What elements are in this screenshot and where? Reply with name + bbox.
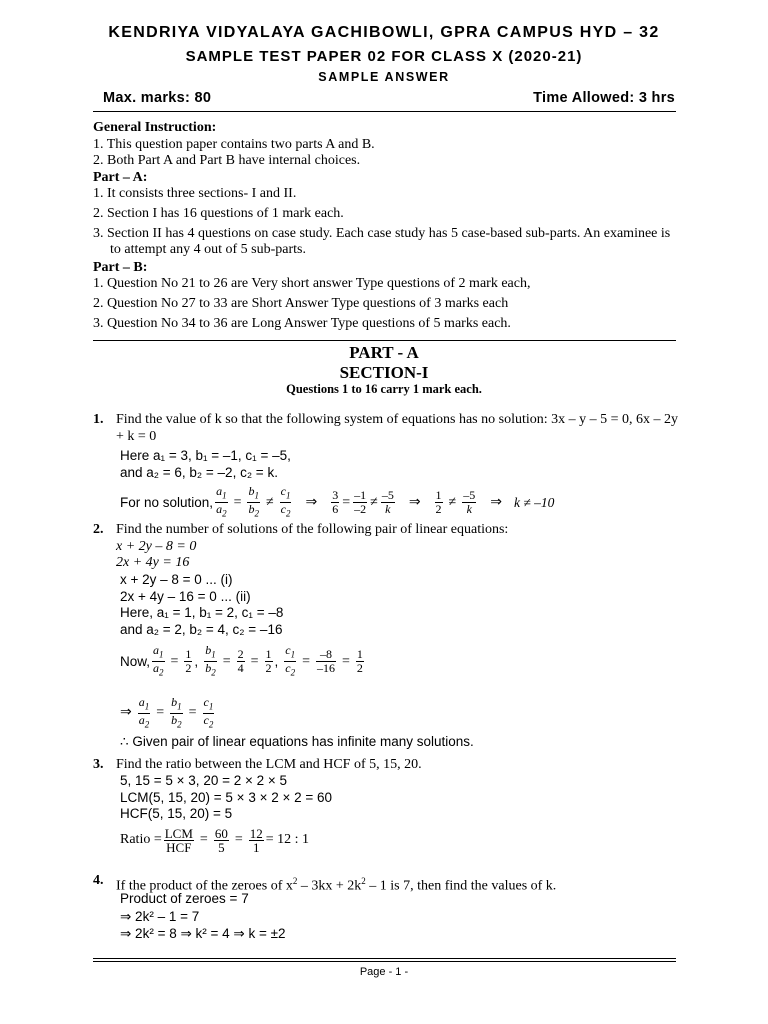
school-title: KENDRIYA VIDYALAYA GACHIBOWLI, GPRA CAMPUS HYD – 32	[108, 24, 660, 41]
answer-equation: For no solution, $\frac{a_1}{a_2}$ = $\frac{b_1}{b_2}$ ≠ $\frac{c_1}{c_2}$ ⇒ $\frac{3}{6}$ = $\frac{-1}{-2}$ ≠ $\frac{-5}{k}$ ⇒ $\frac{1}{2}$ ≠ $\frac{-5}{k}$ ⇒ k ≠ –10	[120, 484, 555, 519]
question-number: 2.	[93, 522, 104, 537]
answer-result: = 12 : 1	[265, 831, 310, 847]
answer-equation: Ratio = $\frac{\text{LCM}}{\text{HCF}}$ = $\frac{60}{5}$ = $\frac{12}{1}$ = 12 : 1	[120, 825, 310, 855]
question-text: Find the ratio between the LCM and HCF of 5, 15, 20.	[116, 757, 422, 772]
instructions-divider	[93, 340, 676, 341]
general-instructions	[93, 120, 683, 332]
fraction-1-2: $\frac{1}{2}$	[435, 488, 442, 517]
question-1	[93, 412, 683, 445]
question-text-part: – 3kx + 2k	[297, 878, 362, 894]
fraction-1-2: $\frac{1}{2}$	[356, 647, 363, 676]
part-a-heading: Part – A:	[93, 169, 148, 185]
page-number: Page - 1 -	[359, 966, 409, 978]
instruction-item: 3. Question No 34 to 36 are Long Answer Type questions of 5 marks each.	[93, 315, 511, 331]
fraction-a1-a2: $\frac{a_1}{a_2}$	[153, 643, 164, 678]
question-number: 4.	[93, 873, 104, 888]
answer-equation: ⇒ $\frac{a_1}{a_2}$ = $\frac{b_1}{b_2}$ = $\frac{c_1}{c_2}$	[120, 694, 214, 730]
footer-divider	[93, 958, 676, 959]
answer-line: ⇒ 2k² = 8 ⇒ k² = 4 ⇒ k = ±2	[120, 926, 286, 941]
superscript: 2	[361, 876, 366, 886]
fraction-12-1: $\frac{12}{1}$	[249, 825, 263, 855]
fraction-b1-b2: $\frac{b_1}{b_2}$	[205, 643, 216, 678]
answer-line: Here, a₁ = 1, b₁ = 2, c₁ = –8	[120, 605, 284, 620]
section-heading	[0, 343, 768, 383]
time-allowed: Time Allowed: 3 hrs	[533, 90, 675, 106]
equation-2: 2x + 4y = 16	[116, 555, 190, 570]
answer-equation: Now, $\frac{a_1}{a_2}$ = $\frac{1}{2}$ , $\frac{b_1}{b_2}$ = $\frac{2}{4}$ = $\frac{1}{2}$ , $\frac{c_1}{c_2}$ = $\frac{-8}{-16}$ = $\frac{1}{2}$	[120, 643, 363, 678]
fraction-c1-c2: $\frac{c_1}{c_2}$	[285, 643, 296, 678]
fraction-minus1-minus2: $\frac{-1}{-2}$	[354, 488, 367, 517]
instruction-item: 3. Section II has 4 questions on case study. Each case study has 5 case-based sub-parts. An examinee is to attempt any 4 out of 5 sub-parts.	[93, 225, 671, 258]
fraction-2-4: $\frac{2}{4}$	[237, 647, 244, 676]
answer-label: For no solution,	[120, 494, 214, 510]
fraction-1-2: $\frac{1}{2}$	[265, 647, 272, 676]
max-marks: Max. marks: 80	[103, 90, 212, 106]
part-title: PART - A	[349, 343, 419, 362]
answer-label: Now,	[120, 653, 151, 669]
fraction-a1-a2: $\frac{a_1}{a_2}$	[138, 694, 150, 730]
answer-line: HCF(5, 15, 20) = 5	[120, 806, 233, 821]
answer-line: 5, 15 = 5 × 3, 20 = 2 × 2 × 5	[120, 773, 288, 788]
answer-line: and a₂ = 2, b₂ = 4, c₂ = –16	[120, 621, 283, 637]
fraction-1-2: $\frac{1}{2}$	[185, 647, 192, 676]
instruction-item: 2. Section I has 16 questions of 1 mark each.	[93, 205, 344, 221]
answer-2	[120, 572, 640, 750]
instruction-item: 1. This question paper contains two parts A and B.	[93, 136, 375, 152]
fraction-60-5: $\frac{60}{5}$	[214, 825, 228, 855]
answer-line: Product of zeroes = 7	[120, 891, 249, 906]
question-text: Find the value of k so that the following system of equations has no solution: 3x – y – 5 = 0, 6x – 2y + k = 0	[116, 412, 679, 444]
fraction-b1-b2: $\frac{b_1}{b_2}$	[171, 694, 182, 730]
question-2	[93, 522, 683, 572]
fraction-minus5-k: $\frac{-5}{k}$	[381, 488, 394, 517]
header-divider	[93, 111, 676, 112]
fraction-c1-c2: $\frac{c_1}{c_2}$	[280, 484, 291, 519]
answer-conclusion: ∴ Given pair of linear equations has infinite many solutions.	[120, 733, 474, 749]
answer-line: ⇒ 2k² – 1 = 7	[120, 908, 200, 924]
question-text-part: – 1 is 7, then find the values of k.	[365, 878, 557, 894]
answer-label: Ratio =	[120, 831, 162, 847]
fraction-lcm-hcf: $\frac{\text{LCM}}{\text{HCF}}$	[164, 825, 193, 855]
instructions-heading: General Instruction:	[93, 120, 217, 135]
question-3	[93, 757, 683, 774]
fraction-a1-a2: $\frac{a_1}{a_2}$	[216, 484, 227, 519]
part-b-heading: Part – B:	[93, 259, 148, 275]
fraction-3-6: $\frac{3}{6}$	[332, 488, 339, 517]
question-text-part: If the product of the zeroes of x	[116, 878, 293, 894]
superscript: 2	[292, 876, 298, 886]
answer-line: x + 2y – 8 = 0 ... (i)	[120, 572, 233, 587]
fraction-c1-c2: $\frac{c_1}{c_2}$	[203, 694, 214, 730]
fraction-minus8-minus16: $\frac{-8}{-16}$	[317, 647, 335, 676]
answer-result: k ≠ –10	[513, 494, 555, 510]
question-number: 1.	[93, 412, 104, 427]
answer-line: LCM(5, 15, 20) = 5 × 3 × 2 × 2 = 60	[120, 789, 333, 805]
answer-line: Here a₁ = 3, b₁ = –1, c₁ = –5,	[120, 448, 291, 463]
answer-4	[120, 890, 640, 943]
section-note: Questions 1 to 16 carry 1 mark each.	[286, 382, 482, 396]
instruction-item: 1. Question No 21 to 26 are Very short answer Type questions of 2 mark each,	[93, 276, 531, 292]
paper-subtitle: SAMPLE ANSWER	[318, 70, 450, 84]
instruction-item: 2. Both Part A and Part B have internal choices.	[93, 153, 361, 169]
fraction-minus5-k: $\frac{-5}{k}$	[463, 488, 476, 517]
answer-1	[120, 448, 640, 521]
footer-divider	[93, 961, 676, 962]
equation-1: x + 2y – 8 = 0	[116, 538, 197, 554]
paper-title: SAMPLE TEST PAPER 02 FOR CLASS X (2020-21)	[185, 48, 583, 65]
section-title: SECTION-I	[339, 363, 429, 382]
marks-time-row	[103, 90, 675, 106]
question-number: 3.	[93, 757, 104, 772]
instruction-item: 1. It consists three sections- I and II.	[93, 186, 297, 202]
answer-line: 2x + 4y – 16 = 0 ... (ii)	[120, 588, 251, 604]
fraction-b1-b2: $\frac{b_1}{b_2}$	[248, 484, 259, 519]
answer-3	[120, 773, 640, 854]
question-text: Find the number of solutions of the following pair of linear equations:	[116, 522, 509, 537]
instruction-item: 2. Question No 27 to 33 are Short Answer Type questions of 3 marks each	[93, 295, 509, 311]
answer-line: and a₂ = 6, b₂ = –2, c₂ = k.	[120, 464, 278, 480]
